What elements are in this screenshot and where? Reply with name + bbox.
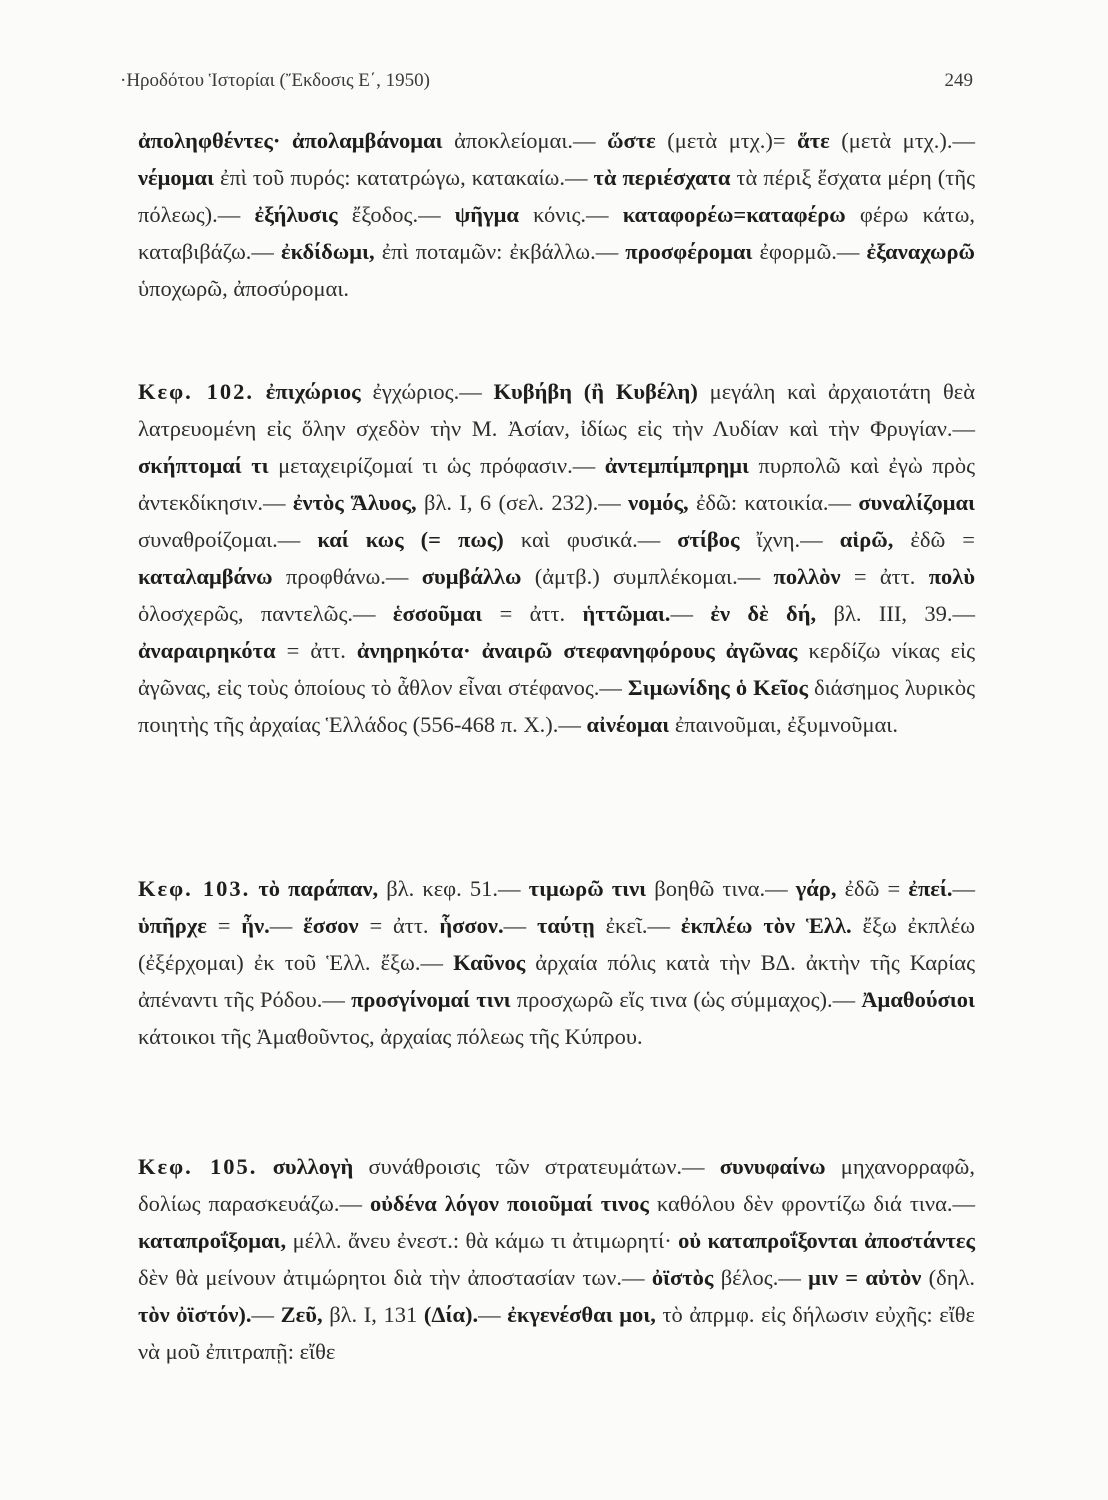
- glossary-definition: = ἀττ.: [840, 564, 929, 589]
- glossary-definition: κερδίζω νίκας εἰς ἀγῶνας, εἰς τοὺς ὁποίους τὸ ἆθλον εἶναι στέφανος.—: [138, 638, 976, 700]
- glossary-definition: διάσημος λυρικὸς ποιητὴς τῆς ἀρχαίας Ἑλλάδος (556-468 π. Χ.).—: [138, 675, 976, 737]
- glossary-definition: [254, 379, 266, 404]
- glossary-definition: ἐδῶ =: [836, 876, 909, 901]
- glossary-definition: ἐφορμῶ.—: [752, 239, 867, 264]
- glossary-term: ἐκπλέω τὸν Ἑλλ.: [680, 913, 852, 938]
- glossary-definition: τὸ ἀπρμφ. εἰς δήλωσιν εὐχῆς: εἴθε νὰ μοῦ ἐπιτραπῇ: εἴθε: [138, 1302, 975, 1364]
- glossary-definition: ὑποχωρῶ, ἀποσύρομαι.: [138, 276, 350, 301]
- glossary-definition: ἐπὶ τοῦ πυρός: κατατρώγω, κατακαίω.—: [213, 165, 594, 190]
- glossary-term: ἐπεί.: [908, 876, 953, 901]
- glossary-definition: ἴχνη.—: [739, 527, 840, 552]
- glossary-definition: κάτοικοι τῆς Ἀμαθοῦντος, ἀρχαίας πόλεως τῆς Κύπρου.: [138, 1024, 643, 1049]
- glossary-term: νομός,: [628, 490, 689, 515]
- glossary-definition: ἐκεῖ.—: [594, 913, 681, 938]
- glossary-term: ἧσσον.: [439, 913, 504, 938]
- glossary-term: ἀναραιρηκότα: [138, 638, 276, 663]
- glossary-section-chapter-103: [138, 870, 975, 1055]
- glossary-term: ἀναιρῶ στεφανηφόρους ἀγῶνας: [481, 638, 798, 663]
- glossary-definition: ἐπὶ ποταμῶν: ἐκβάλλω.—: [374, 239, 626, 264]
- glossary-term: ἀνηρηκότα·: [356, 638, 471, 663]
- glossary-definition: ἔξω ἐκπλέω (ἐξέρχομαι) ἐκ τοῦ Ἑλλ. ἔξω.—: [138, 913, 975, 975]
- chapter-heading: Κεφ. 103.: [138, 876, 251, 901]
- glossary-definition: (μετὰ μτχ.).—: [829, 128, 976, 153]
- glossary-definition: βλ. κεφ. 51.—: [378, 876, 529, 901]
- glossary-paragraph: [138, 1148, 975, 1370]
- glossary-definition: —: [269, 913, 304, 938]
- glossary-definition: —: [251, 1302, 281, 1327]
- glossary-definition: ἔξοδος.—: [337, 202, 455, 227]
- glossary-term: αἰνέομαι: [586, 712, 670, 737]
- glossary-term: καταφορέω=καταφέρω: [622, 202, 846, 227]
- glossary-term: τὰ περιέσχατα: [593, 165, 731, 190]
- chapter-heading: Κεφ. 102.: [138, 379, 254, 404]
- glossary-term: τιμωρῶ τινι: [528, 876, 647, 901]
- glossary-term: ἐξαναχωρῶ: [866, 239, 975, 264]
- glossary-term: ἀπολαμβάνομαι: [291, 128, 443, 153]
- glossary-term: ψῆγμα: [454, 202, 519, 227]
- glossary-definition: καὶ φυσικά.—: [503, 527, 678, 552]
- glossary-term: ἐξήλυσις: [254, 202, 338, 227]
- glossary-term: Ζεῦ,: [280, 1302, 323, 1327]
- glossary-definition: ἐγχώριος.—: [360, 379, 494, 404]
- glossary-definition: —: [478, 1302, 508, 1327]
- glossary-term: προσφέρομαι: [625, 239, 753, 264]
- glossary-term: ἑσσοῦμαι: [392, 601, 483, 626]
- glossary-paragraph: [138, 122, 975, 307]
- glossary-term: τὸ παράπαν,: [258, 876, 379, 901]
- glossary-definition: συναθροίζομαι.—: [138, 527, 318, 552]
- chapter-heading: Κεφ. 105.: [138, 1154, 258, 1179]
- glossary-definition: μεταχειρίζομαί τι ὡς πρόφασιν.—: [268, 453, 605, 478]
- glossary-term: ἅτε: [797, 128, 830, 153]
- glossary-definition: προσχωρῶ εἴς τινα (ὡς σύμμαχος).—: [510, 987, 862, 1012]
- glossary-definition: ἀρχαία πόλις κατὰ τὴν ΒΔ. ἀκτὴν τῆς Καρίας ἀπέναντι τῆς Ρόδου.—: [138, 950, 975, 1012]
- glossary-term: ἡττῶμαι.: [582, 601, 671, 626]
- glossary-definition: ἐδῶ =: [893, 527, 976, 552]
- glossary-definition: βέλος.—: [713, 1265, 809, 1290]
- glossary-term: συμβάλλω: [421, 564, 522, 589]
- glossary-term: συλλογὴ: [272, 1154, 354, 1179]
- glossary-definition: [471, 638, 482, 663]
- glossary-term: στίβος: [677, 527, 740, 552]
- header-title: ·Ηροδότου Ἱστορίαι (Ἔκδοσις Ε΄, 1950): [120, 70, 431, 91]
- glossary-term: ἐκδίδωμι,: [281, 239, 375, 264]
- glossary-term: συνυφαίνω: [719, 1154, 826, 1179]
- glossary-definition: ἐπαινοῦμαι, ἐξυμνοῦμαι.: [669, 712, 898, 737]
- glossary-definition: = ἀττ.: [275, 638, 357, 663]
- glossary-definition: —: [670, 601, 711, 626]
- glossary-definition: μέλλ. ἄνευ ἐνεστ.: θὰ κάμω τι ἀτιμωρητί·: [286, 1228, 679, 1253]
- glossary-paragraph: [138, 373, 975, 743]
- glossary-definition: καθόλου δὲν φροντίζω διά τινα.—: [648, 1191, 976, 1216]
- glossary-term: Καῦνος: [453, 950, 526, 975]
- glossary-term: ταύτῃ: [536, 913, 595, 938]
- glossary-definition: μεγάλη καὶ ἀρχαιοτάτη θεὰ λατρευομένη εἰς ὅλην σχεδὸν τὴν Μ. Ἀσίαν, ἰδίως εἰς τὴν Λυδίαν καὶ τὴν Φρυγίαν.—: [138, 379, 976, 441]
- glossary-definition: (μετὰ μτχ.)=: [655, 128, 798, 153]
- glossary-term: Σιμωνίδης ὁ Κεῖος: [627, 675, 808, 700]
- glossary-term: (Δία).: [423, 1302, 479, 1327]
- glossary-term: γάρ,: [795, 876, 837, 901]
- glossary-definition: =: [206, 913, 242, 938]
- glossary-term: μιν = αὐτὸν: [808, 1265, 922, 1290]
- glossary-definition: ἀποκλείομαι.—: [442, 128, 608, 153]
- glossary-definition: βλ. ΙΙΙ, 39.—: [816, 601, 976, 626]
- glossary-term: σκήπτομαί τι: [138, 453, 269, 478]
- glossary-term: Ἀμαθούσιοι: [861, 987, 975, 1012]
- glossary-definition: φέρω κάτω, καταβιβάζω.—: [138, 202, 976, 264]
- glossary-paragraph: [138, 870, 975, 1055]
- glossary-definition: βοηθῶ τινα.—: [646, 876, 796, 901]
- page-number: 249: [944, 70, 973, 91]
- glossary-term: ὥστε: [607, 128, 656, 153]
- glossary-definition: βλ. Ι, 131: [322, 1302, 424, 1327]
- glossary-definition: = ἀττ.: [358, 913, 440, 938]
- glossary-term: ἐκγενέσθαι μοι,: [507, 1302, 656, 1327]
- glossary-term: καί κως (= πως): [317, 527, 504, 552]
- glossary-term: οὐδένα λόγον ποιοῦμαί τινος: [369, 1191, 649, 1216]
- glossary-term: ἀποληφθέντες·: [138, 128, 281, 153]
- glossary-definition: κόνις.—: [518, 202, 623, 227]
- glossary-section-chapter-102: [138, 373, 975, 743]
- glossary-definition: (δηλ.: [921, 1265, 976, 1290]
- glossary-term: νέμομαι: [138, 165, 214, 190]
- glossary-term: καταπροΐξομαι,: [138, 1228, 287, 1253]
- glossary-term: ἐντὸς Ἅλυος,: [292, 490, 417, 515]
- glossary-term: προσγίνομαί τινι: [351, 987, 511, 1012]
- glossary-term: ἐν δὲ δή,: [710, 601, 817, 626]
- glossary-term: ἐπιχώριος: [265, 379, 361, 404]
- glossary-definition: [257, 1154, 272, 1179]
- glossary-definition: βλ. Ι, 6 (σελ. 232).—: [416, 490, 629, 515]
- glossary-definition: προφθάνω.—: [272, 564, 422, 589]
- glossary-definition: τὰ πέριξ ἔσχατα μέρη (τῆς πόλεως).—: [138, 165, 975, 227]
- glossary-definition: συνάθροισις τῶν στρατευμάτων.—: [353, 1154, 720, 1179]
- glossary-section-chapter-105: [138, 1148, 975, 1370]
- glossary-definition: ἐδῶ: κατοικία.—: [688, 490, 859, 515]
- glossary-definition: —: [952, 876, 975, 901]
- glossary-term: συναλίζομαι: [858, 490, 975, 515]
- glossary-term: οὐ καταπροΐξονται ἀποστάντες: [678, 1228, 975, 1253]
- glossary-term: ἕσσον: [303, 913, 359, 938]
- glossary-definition: μηχανορραφῶ, δολίως παρασκευάζω.—: [138, 1154, 975, 1216]
- glossary-term: ἀντεμπίμπρημι: [604, 453, 750, 478]
- glossary-definition: = ἀττ.: [482, 601, 583, 626]
- glossary-term: Κυβήβη (ἢ Κυβέλη): [493, 379, 698, 404]
- glossary-term: αἱρῶ,: [839, 527, 894, 552]
- glossary-term: ὑπῆρχε: [138, 913, 207, 938]
- glossary-section-intro: [138, 122, 975, 307]
- glossary-term: ἦν.: [241, 913, 270, 938]
- glossary-term: ὀϊστὸς: [651, 1265, 714, 1290]
- glossary-term: τὸν ὀϊστόν).: [138, 1302, 252, 1327]
- glossary-definition: (ἀμτβ.) συμπλέκομαι.—: [521, 564, 774, 589]
- glossary-definition: [280, 128, 292, 153]
- running-header: [120, 70, 973, 100]
- glossary-definition: δὲν θὰ μείνουν ἀτιμώρητοι διὰ τὴν ἀποστασίαν των.—: [138, 1265, 652, 1290]
- glossary-definition: πυρπολῶ καὶ ἐγὼ πρὸς ἀντεκδίκησιν.—: [138, 453, 975, 515]
- glossary-definition: —: [503, 913, 537, 938]
- glossary-term: πολλὸν: [773, 564, 841, 589]
- glossary-term: καταλαμβάνω: [138, 564, 273, 589]
- glossary-definition: ὁλοσχερῶς, παντελῶς.—: [138, 601, 393, 626]
- glossary-term: πολὺ: [928, 564, 976, 589]
